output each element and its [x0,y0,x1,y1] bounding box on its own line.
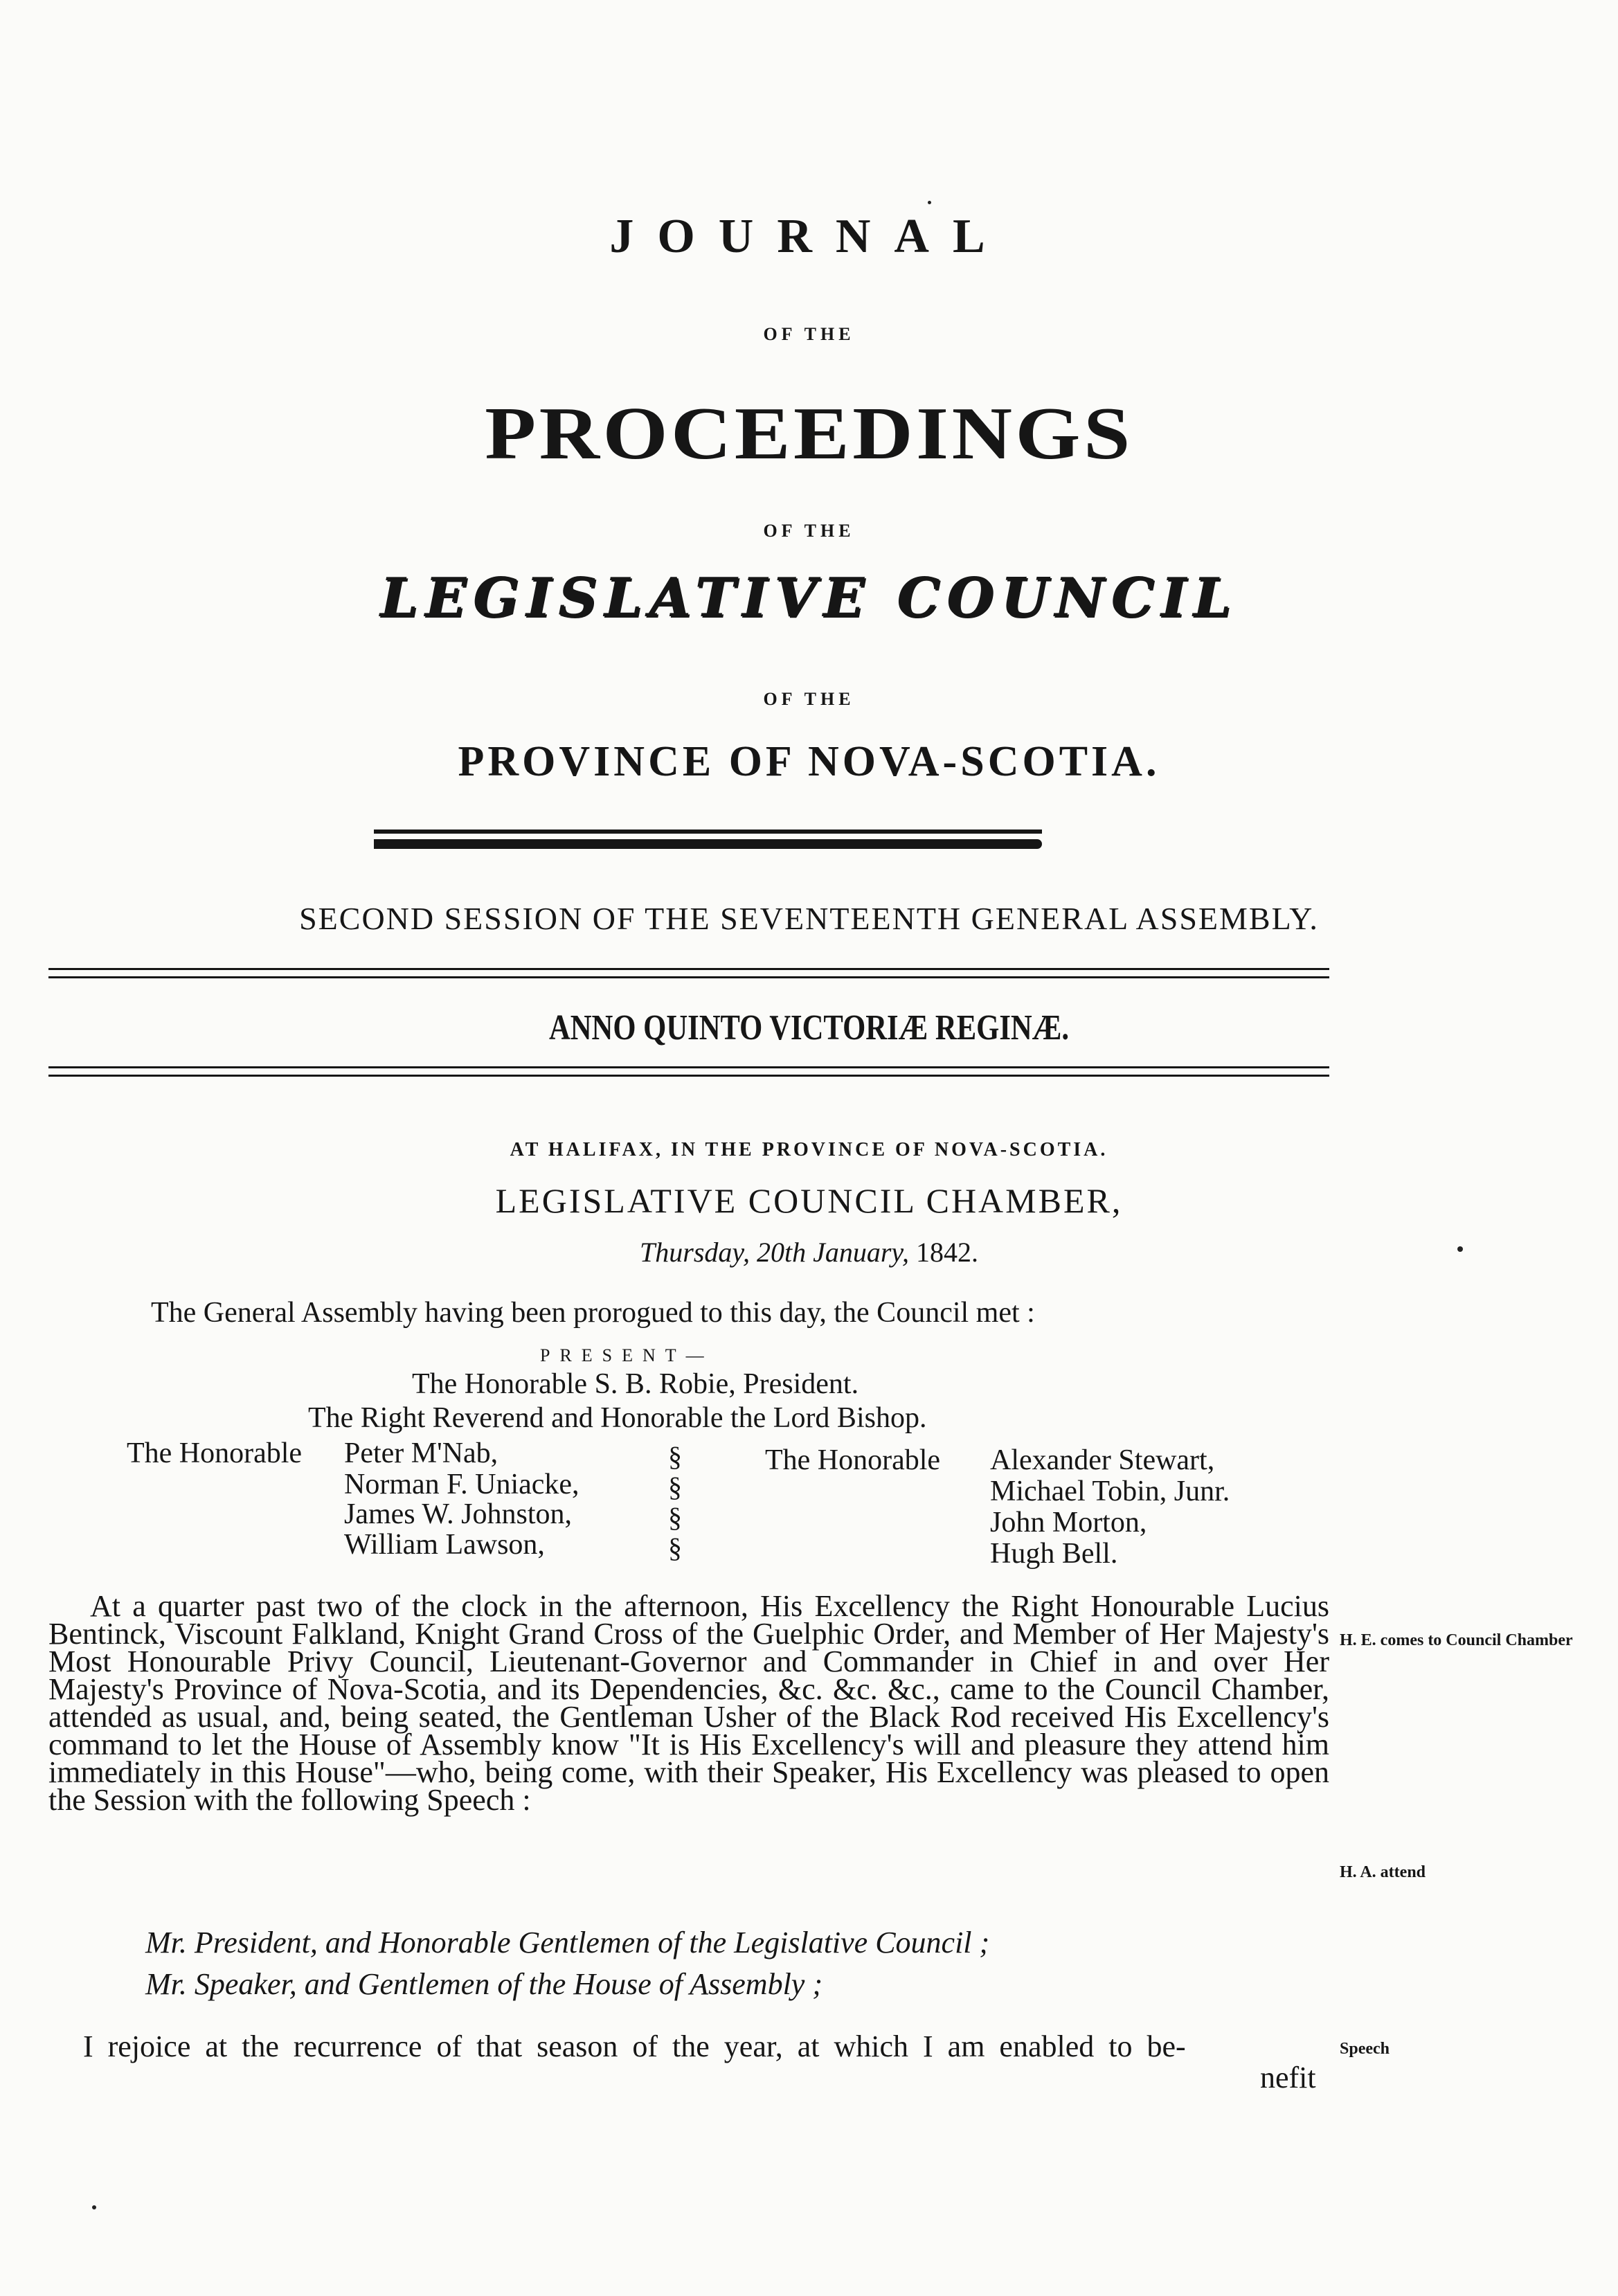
member-name: James W. Johnston, [344,1498,573,1530]
margin-note-speech: Speech [1340,2040,1390,2058]
paragraph-text: At a quarter past two of the clock in the afternoon, His Excellency the Right Honourable Lucius Bentinck, Viscount Falkland, Knight Grand Cross of the Guelphic Order, and Member of Her Majesty's Most Honourable Privy Council, Lieutenant-Governor and Commander in Chief in and over Her Majesty's Province of Nova-Scotia, and its Dependencies, &c. &c. &c., came to the Council Chamber, attended as usual, and, being seated, the Gentleman Usher of the Black Rod received His Excellency's command to let the House of Assembly know "It is His Excellency's will and pleasure they attend him immediately in this House"—who, being come, with their Speaker, His Excellency was pleased to open the Session with the following Speech : [48,1589,1329,1817]
members-right-prefix: The Honorable [765,1444,941,1476]
member-name: Alexander Stewart, [990,1444,1215,1476]
ink-speck [928,201,931,204]
margin-note-he-comes: H. E. comes to Council Chamber [1340,1631,1573,1649]
ink-speck [92,2205,96,2209]
member-name: Hugh Bell. [990,1538,1118,1570]
divider-rule [48,1075,1329,1077]
member-name: Michael Tobin, Junr. [990,1476,1230,1507]
date-line [0,1236,1618,1268]
council-title: LEGISLATIVE COUNCIL [379,566,1239,629]
president-line: The Honorable S. B. Robie, President. [412,1368,859,1400]
divider-rule [48,976,1329,978]
of-the-label: OF THE [763,521,855,541]
of-the-label: OF THE [763,324,855,344]
divider-rule [48,968,1329,970]
ink-speck [1457,1246,1463,1252]
date-day: Thursday, 20th January, [640,1237,909,1268]
proceedings-paragraph [48,1589,1329,1817]
divider-rule [48,1066,1329,1068]
proceedings-title: PROCEEDINGS [485,393,1133,475]
opening-line: The General Assembly having been prorogued to this day, the Council met : [151,1297,1035,1329]
member-name: Norman F. Uniacke, [344,1469,579,1500]
section-mark: § [668,1471,682,1503]
member-name: John Morton, [990,1507,1147,1539]
member-name: William Lawson, [344,1529,545,1561]
margin-note-ha-attend: H. A. attend [1340,1863,1426,1881]
member-name: Peter M'Nab, [344,1437,498,1469]
section-mark: § [668,1532,682,1563]
location-line: AT HALIFAX, IN THE PROVINCE OF NOVA-SCOTIA. [510,1139,1108,1160]
section-mark: § [668,1502,682,1533]
salutation-council: Mr. President, and Honorable Gentlemen of the Legislative Council ; [145,1926,990,1959]
anno-heading: ANNO QUINTO VICTORIÆ REGINÆ. [548,1008,1070,1048]
present-label: PRESENT— [540,1345,714,1365]
section-mark: § [668,1441,682,1472]
journal-title: JOURNAL [609,210,1009,263]
members-left-prefix: The Honorable [127,1437,303,1469]
divider-rule [374,839,1042,849]
speech-first-line: I rejoice at the recurrence of that season of the year, at which I am enabled to be- [83,2029,1186,2063]
session-heading: SECOND SESSION OF THE SEVENTEENTH GENERAL ASSEMBLY. [299,901,1319,936]
chamber-line: LEGISLATIVE COUNCIL CHAMBER, [495,1181,1123,1220]
province-title: PROVINCE OF NOVA-SCOTIA. [458,738,1160,785]
of-the-label: OF THE [763,689,855,709]
divider-rule [374,829,1042,834]
date-year: 1842. [915,1237,978,1268]
catchword: nefit [1260,2061,1316,2095]
bishop-line: The Right Reverend and Honorable the Lord Bishop. [308,1402,927,1434]
salutation-assembly: Mr. Speaker, and Gentlemen of the House of Assembly ; [145,1967,823,2001]
